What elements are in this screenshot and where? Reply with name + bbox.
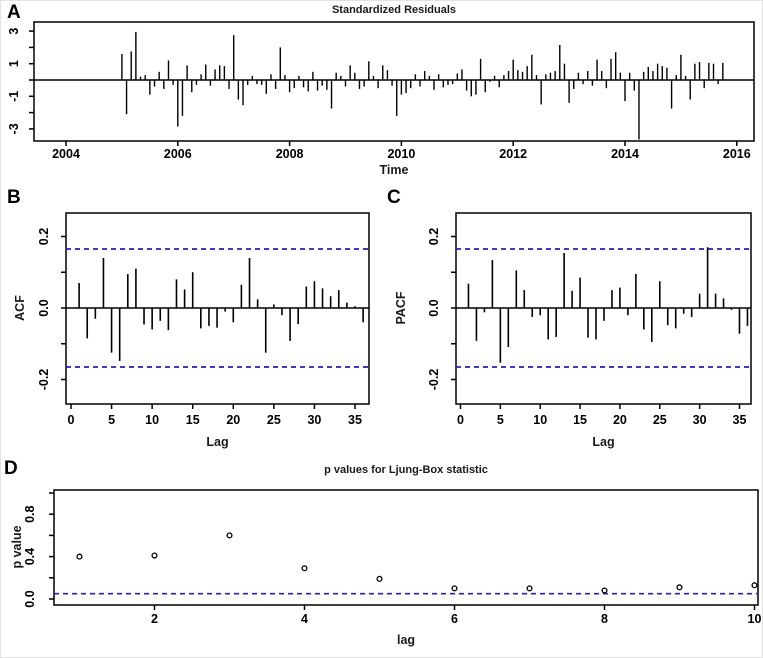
panel-d-title: p values for Ljung-Box statistic bbox=[324, 464, 488, 476]
svg-text:0.8: 0.8 bbox=[23, 505, 37, 523]
svg-text:0: 0 bbox=[457, 413, 464, 427]
svg-text:0.0: 0.0 bbox=[37, 299, 51, 317]
svg-text:15: 15 bbox=[573, 413, 588, 427]
svg-text:25: 25 bbox=[266, 413, 281, 427]
svg-text:0.0: 0.0 bbox=[427, 299, 441, 317]
panel-a-xaxis-label: Time bbox=[379, 163, 409, 177]
svg-text:6: 6 bbox=[451, 612, 458, 626]
panel-d-xaxis-label: lag bbox=[396, 633, 416, 647]
panel-b-yaxis-label: ACF bbox=[13, 295, 27, 321]
svg-text:20: 20 bbox=[226, 413, 241, 427]
svg-text:0.0: 0.0 bbox=[23, 590, 37, 608]
panel-d-yaxis-label: p value bbox=[10, 525, 24, 569]
panel-c-xaxis-label: Lag bbox=[592, 435, 615, 449]
svg-text:30: 30 bbox=[307, 413, 322, 427]
panel-c-letter: C bbox=[387, 187, 401, 208]
svg-text:5: 5 bbox=[496, 413, 504, 427]
plot-canvas bbox=[1, 1, 763, 658]
panel-d-letter: D bbox=[4, 458, 18, 479]
svg-text:2: 2 bbox=[151, 612, 158, 626]
svg-text:10: 10 bbox=[145, 413, 160, 427]
svg-text:2008: 2008 bbox=[275, 147, 304, 161]
panel-c-yaxis-label: PACF bbox=[394, 291, 408, 325]
svg-text:5: 5 bbox=[108, 413, 116, 427]
svg-text:0: 0 bbox=[67, 413, 75, 427]
svg-text:30: 30 bbox=[692, 413, 707, 427]
svg-text:2012: 2012 bbox=[499, 147, 528, 161]
svg-text:10: 10 bbox=[533, 413, 548, 427]
panel-a-title: Standardized Residuals bbox=[331, 4, 457, 16]
svg-text:-0.2: -0.2 bbox=[427, 368, 441, 391]
svg-text:25: 25 bbox=[652, 413, 667, 427]
panel-a-letter: A bbox=[7, 2, 21, 23]
svg-text:0.2: 0.2 bbox=[427, 227, 441, 246]
svg-text:1: 1 bbox=[7, 60, 21, 68]
panel-b-xaxis-label: Lag bbox=[206, 435, 229, 449]
svg-text:2010: 2010 bbox=[387, 147, 416, 161]
svg-text:-3: -3 bbox=[7, 123, 21, 135]
svg-text:-1: -1 bbox=[7, 90, 21, 102]
svg-text:8: 8 bbox=[601, 612, 608, 626]
svg-text:0.4: 0.4 bbox=[23, 547, 37, 566]
svg-text:35: 35 bbox=[732, 413, 747, 427]
svg-text:2016: 2016 bbox=[722, 147, 751, 161]
svg-text:2014: 2014 bbox=[611, 147, 639, 161]
svg-text:0.2: 0.2 bbox=[37, 227, 51, 246]
svg-text:35: 35 bbox=[348, 413, 362, 427]
svg-text:2006: 2006 bbox=[163, 147, 192, 161]
svg-text:-0.2: -0.2 bbox=[37, 368, 51, 391]
svg-text:15: 15 bbox=[185, 413, 200, 427]
svg-text:3: 3 bbox=[7, 27, 21, 35]
svg-text:20: 20 bbox=[612, 413, 627, 427]
panel-b-letter: B bbox=[7, 187, 21, 208]
svg-text:4: 4 bbox=[301, 612, 308, 626]
svg-text:10: 10 bbox=[747, 612, 762, 626]
svg-text:2004: 2004 bbox=[52, 147, 80, 161]
